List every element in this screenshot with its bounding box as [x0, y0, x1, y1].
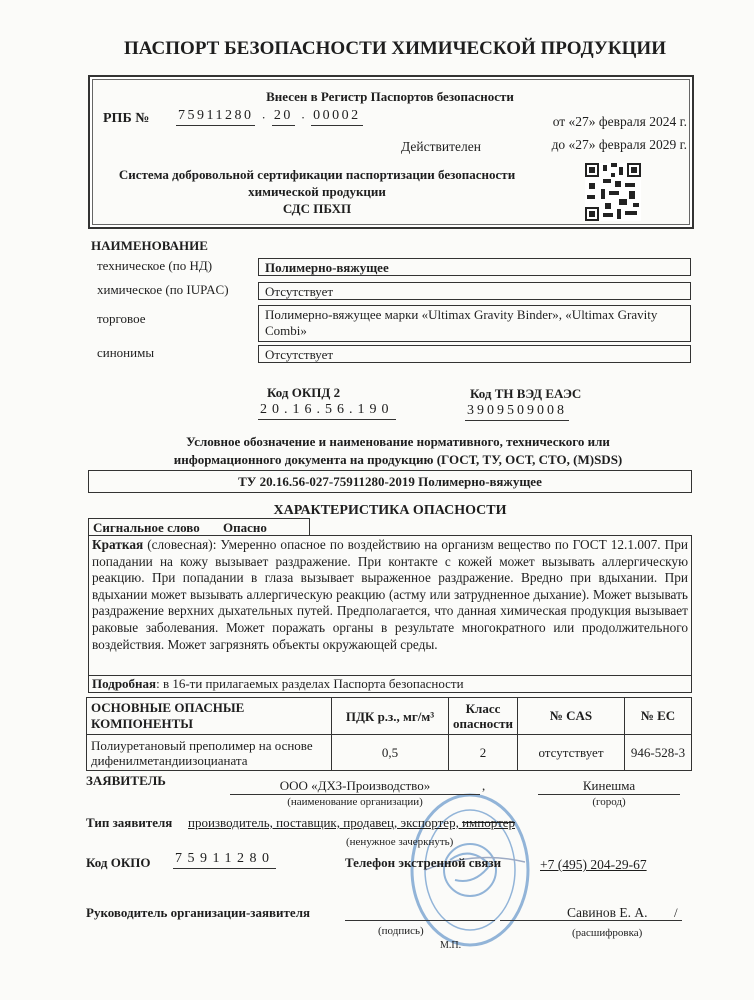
brief-text: (словесная): Умеренно опасное по воздействию на организм вещество по ГОСТ 12.1.007. При попадании на кожу вызывает раздражение. При контакте с кожей может вызывать аллергическую реакцию. При попадании в глаза вызывает выраженное раздражение. Вредно при вдыхании. При вдыхании может вызывать аллергическую реакцию (астму или затрудненное дыхание). Может вызывать раздражение верхних дыхательных путей. Предполагается, что данная химическая продукция вызывает раковые заболевания. Может поражать органы в результате многократного или продолжительного воздействия. Может загрязнять объекты окружающей среды.: [92, 537, 688, 652]
header-class: Класс опасности: [449, 698, 518, 735]
applicant-type-struck: импортер: [462, 815, 516, 830]
rpb-label: РПБ №: [103, 111, 150, 126]
applicant-type-options: производитель, поставщик, продавец, экспортер,: [188, 815, 463, 830]
naming-value-technical: Полимерно-вяжущее: [258, 258, 691, 276]
header-components: ОСНОВНЫЕ ОПАСНЫЕ КОМПОНЕНТЫ: [87, 698, 332, 735]
head-name: Савинов Е. А.: [567, 905, 648, 920]
header-cas: № CAS: [518, 698, 625, 735]
naming-value-synonyms: Отсутствует: [258, 345, 691, 363]
applicant-label: ЗАЯВИТЕЛЬ: [86, 773, 166, 788]
okpd-label: Код ОКПД 2: [267, 385, 341, 400]
applicant-city: Кинешма: [538, 778, 680, 795]
components-table: [86, 697, 692, 771]
system-abbr: СДС ПБХП: [282, 201, 352, 216]
signal-word-label: Сигнальное слово: [93, 520, 200, 535]
header-ec: № EC: [625, 698, 692, 735]
signature-line: [345, 920, 495, 921]
table-row: [87, 735, 692, 771]
naming-heading: НАИМЕНОВАНИЕ: [91, 238, 208, 253]
naming-label-technical: техническое (по НД): [97, 258, 213, 273]
city-caption: (город): [592, 796, 626, 808]
normative-line2: информационного документа на продукцию (ГОСТ, ТУ, ОСТ, СТО, (М)SDS): [173, 452, 623, 467]
detailed-label: Подробная: [92, 676, 157, 691]
detailed-hazard-box: [88, 675, 692, 693]
cell-ec: 946-528-3: [625, 735, 692, 771]
org-caption: (наименование организации): [287, 796, 423, 808]
registry-heading: Внесен в Регистр Паспортов безопасности: [266, 89, 514, 104]
document-title: ПАСПОРТ БЕЗОПАСНОСТИ ХИМИЧЕСКОЙ ПРОДУКЦИИ: [124, 38, 666, 59]
table-header-row: [87, 698, 692, 735]
naming-label-trade: торговое: [97, 311, 146, 326]
system-line1: Система добровольной сертификации паспортизации безопасности: [118, 167, 516, 182]
applicant-type-label: Тип заявителя: [86, 815, 173, 830]
brief-hazard-box: [88, 535, 692, 676]
applicant-type-value: [188, 815, 515, 831]
header-pdk: ПДК р.з., мг/м³: [332, 698, 449, 735]
brief-label: Краткая: [92, 537, 144, 552]
rpb-separator: ·: [261, 110, 266, 125]
applicant-org: ООО «ДХЗ-Производство»: [230, 778, 480, 795]
type-caption: (ненужное зачеркнуть): [346, 836, 454, 848]
stamp-caption: М.П.: [440, 940, 462, 951]
issued-date: от «27» февраля 2024 г.: [552, 114, 687, 129]
cell-cas: отсутствует: [518, 735, 625, 771]
cell-class: 2: [449, 735, 518, 771]
qr-code-icon: [585, 163, 641, 221]
okpo-value: 75911280: [173, 851, 276, 869]
head-label: Руководитель организации-заявителя: [86, 905, 311, 920]
phone-value: +7 (495) 204-29-67: [540, 857, 647, 872]
okpd-value: 20.16.56.190: [258, 402, 396, 420]
naming-label-synonyms: синонимы: [97, 345, 155, 360]
hazard-heading: ХАРАКТЕРИСТИКА ОПАСНОСТИ: [273, 503, 507, 518]
valid-until-date: до «27» февраля 2029 г.: [551, 137, 687, 152]
rpb-separator: ·: [300, 110, 306, 125]
decode-caption: (расшифровка): [572, 927, 643, 939]
rpb-number-part1: 75911280: [176, 108, 255, 126]
naming-label-chemical: химическое (по IUPAC): [97, 282, 229, 297]
valid-label: Действителен: [401, 139, 481, 154]
tnved-label: Код ТН ВЭД ЕАЭС: [470, 386, 582, 401]
signal-word-box: [88, 518, 310, 536]
signal-word-value: Опасно: [223, 520, 267, 535]
comma: ,: [482, 778, 486, 793]
rpb-number-part3: 00002: [311, 108, 363, 126]
okpo-label: Код ОКПО: [86, 855, 151, 870]
system-line2: химической продукции: [248, 184, 386, 199]
naming-value-trade: Полимерно-вяжущее марки «Ultimax Gravity Binder», «Ultimax Gravity Combi»: [258, 305, 691, 342]
tnved-value: 3909509008: [465, 403, 569, 421]
signature-caption: (подпись): [378, 925, 424, 937]
slash: /: [674, 905, 678, 920]
naming-value-chemical: Отсутствует: [258, 282, 691, 300]
cell-component: Полиуретановый преполимер на основе дифенилметандиизоцианата: [87, 735, 332, 771]
detailed-text: : в 16-ти прилагаемых разделах Паспорта безопасности: [156, 676, 464, 691]
rpb-number-part2: 20: [272, 108, 295, 126]
normative-line1: Условное обозначение и наименование нормативного, технического или: [186, 434, 610, 449]
rpb-number: [176, 108, 363, 126]
phone-label: Телефон экстренной связи: [345, 855, 502, 870]
cell-pdk: 0,5: [332, 735, 449, 771]
normative-document: ТУ 20.16.56-027-75911280-2019 Полимерно-вяжущее: [88, 470, 692, 493]
